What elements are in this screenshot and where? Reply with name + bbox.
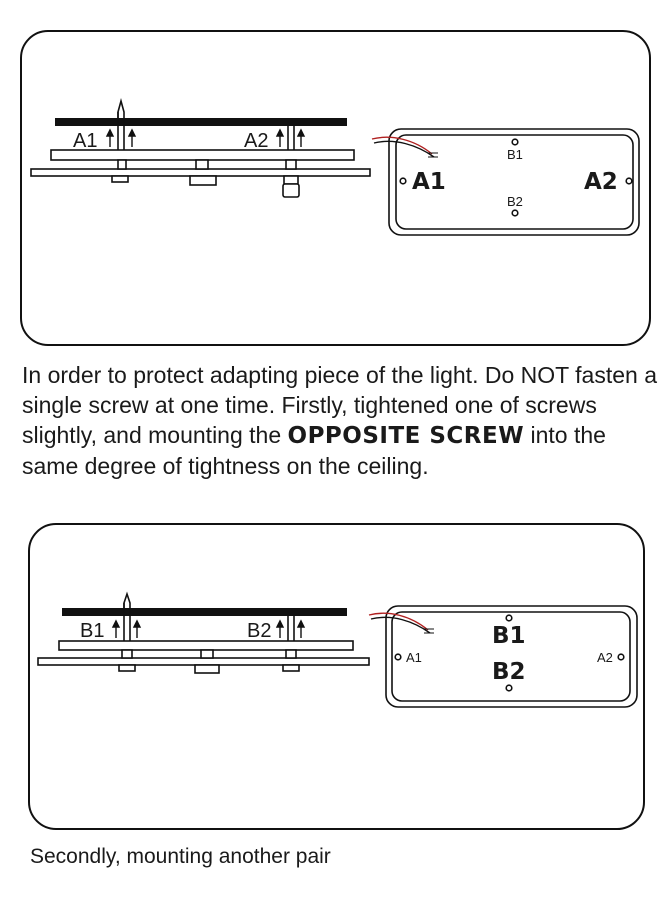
opposite-screw-emphasis: OPPOSITE SCREW	[287, 423, 525, 449]
side-label-b1: B1	[80, 620, 105, 642]
ceiling-bar	[62, 608, 347, 616]
side-label-b2: B2	[247, 620, 272, 642]
ceiling-bar	[55, 118, 347, 126]
screw-left	[124, 594, 130, 641]
mounting-bracket	[59, 641, 353, 650]
lamp-body	[31, 169, 370, 176]
step1-instruction	[22, 360, 657, 481]
side-label-a1: A1	[73, 130, 98, 152]
plate-label-a1: A1	[406, 650, 422, 665]
side-label-a2: A2	[244, 130, 269, 152]
plate-label-b2: B2	[507, 194, 523, 209]
plate-label-b1: B1	[507, 147, 523, 162]
plate-label-a2: A2	[597, 650, 613, 665]
step2-instruction: Secondly, mounting another pair	[30, 845, 331, 868]
arrow-up-icon	[113, 621, 304, 638]
instruction-text-part2: into the same degree of tightness on the ceiling.	[22, 422, 606, 479]
lamp-body	[38, 658, 369, 665]
plate-label-b1: B1	[492, 623, 526, 649]
plate-label-a2: A2	[584, 169, 618, 195]
instruction-text-part1: In order to protect adapting piece of the light. Do NOT fasten a single screw at one time. Firstly, tightened one of screws slightly, and mounting the	[22, 362, 658, 448]
plate-label-b2: B2	[492, 659, 526, 685]
plate-label-a1: A1	[412, 169, 446, 195]
arrow-up-icon	[107, 130, 304, 147]
